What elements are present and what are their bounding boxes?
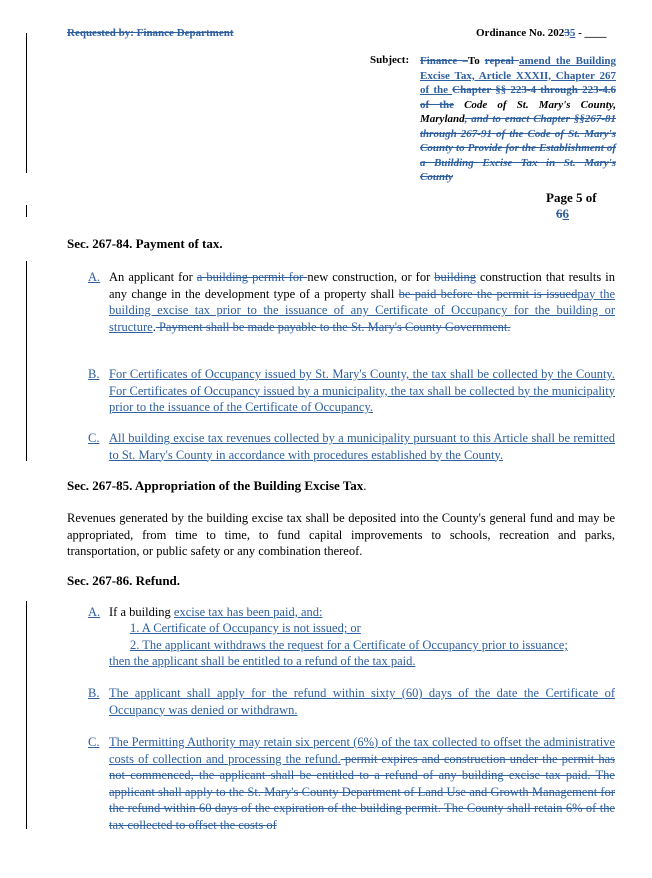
sec-86-heading: Sec. 267-86. Refund. [67,573,181,588]
sec-84-a-d3: be paid before the permit is issued [398,286,578,301]
sec-86-c-i1: The Permitting Authority may retain six percent (6%) of the tax collected to offset the administrative costs of collection and processing the refund. [109,735,615,766]
sec-84-b-text [109,366,615,416]
sec-86-a-label [88,604,100,621]
sec-86-a-sub1-text: 1. A Certificate of Occupancy is not issued; or [130,621,361,635]
sec-84-a-t2: new construction, or for [307,270,435,284]
ordinance-prefix: Ordinance No. 202 [476,27,565,39]
subject-inserted-amend: amend the Building Excise Tax, Article XXXII, Chapter 267 of the [420,55,616,96]
requested-by-text: Requested by: Finance Department [67,27,234,39]
page-total-deleted: 6 [556,206,563,221]
sec-84-a-label [88,269,100,286]
sec-84-c-label [88,430,99,447]
sec-84-a-label-text: A. [88,270,101,284]
revision-bar-1 [26,33,27,173]
sec-84-b-label-text: B. [88,367,100,381]
page-number [546,190,616,222]
sec-85-heading-period: . [363,478,367,493]
subject-dash: – [462,55,468,67]
sec-86-c-label [88,734,99,751]
sec-84-a-d2: building [434,270,476,284]
sec-84-b-text-content: For Certificates of Occupancy issued by St. Mary's County, the tax shall be collected by the County. For Certificates of Occupancy issued by a municipality, the tax shall be collected by the municipality prior to the issuance of the Certificate of Occupancy. [109,367,615,414]
subject-label: Subject: [370,54,410,66]
subject-deleted-finance: Finance [420,55,463,67]
sec-84-a-d1: a building permit for [196,270,308,284]
sec-86-c-label-text: C. [88,735,100,749]
sec-84-a-d4: Payment shall be made payable to the St. Mary's County Government. [155,319,511,334]
subject-body [420,54,616,185]
sec-86-b-label-text: B. [88,686,100,700]
subject-deleted-rest: , and to enact Chapter §§267-81 through 267-91 of the Code of St. Mary's County to Provide for the Establishment of a Building Excise Tax in St. Mary's County [420,113,616,183]
subject-to: To [467,55,485,67]
sec-84-heading: Sec. 267-84. Payment of tax. [67,236,223,251]
sec-86-a-sub2-text: 2. The applicant withdraws the request for a Certificate of Occupancy prior to issuance; [130,638,568,652]
ordinance-number [476,27,606,39]
sec-84-a-i1: pay the building excise tax prior to the issuance of any Certificate of Occupancy for the building or structure [109,286,615,334]
sec-84-b-label [88,366,99,383]
sec-86-a-i1: excise tax has been paid, and: [173,605,323,619]
sec-85-heading-text: Sec. 267-85. Appropriation of the Building Excise Tax [67,478,364,493]
revision-bar-2 [26,205,27,217]
sec-84-a-t3: construction that results in any change in the development type of a property shall [109,270,616,301]
sec-86-a-line1 [109,604,322,621]
sec-84-a-text [109,269,615,335]
sec-86-b-label [88,685,99,702]
sec-86-a-sub2 [130,637,568,654]
sec-84-c-text [109,430,615,463]
sec-86-a-label-text: A. [88,605,101,619]
sec-86-b-text-content: The applicant shall apply for the refund within sixty (60) days of the date the Certificate of Occupancy was denied or withdrawn. [109,686,615,717]
ordinance-deleted-digit: 3 [564,27,570,39]
subject-deleted-repeal: repeal [484,55,520,67]
sec-86-a-t1: If a building [109,605,174,619]
revision-bar-4 [26,601,27,829]
page-label: Page 5 of [546,190,597,205]
requested-by [67,27,234,39]
sec-86-a-sub2b [109,653,416,670]
sec-86-c-text [109,734,615,833]
sec-84-a-t4: . [152,319,156,334]
subject-code: Code of St. Mary's County, Maryland [420,98,616,125]
revision-bar-3 [26,261,27,461]
sec-86-a-sub1 [130,620,361,637]
sec-84-c-text-content: All building excise tax revenues collected by a municipality pursuant to this Article shall be remitted to St. Mary's County in accordance with procedures established by the County. [109,431,615,462]
sec-84-a-t1: An applicant for [109,270,197,284]
sec-85-heading [67,478,367,494]
page-total-inserted: 6 [562,206,569,221]
sec-86-a-sub2b-text: then the applicant shall be entitled to a refund of the tax paid. [109,654,416,668]
subject-deleted-chapter: Chapter §§ 223-4 through 223-4.6 of the [420,84,616,111]
sec-86-c-d1: permit expires and construction under the permit has not commenced, the applicant shall be entitled to a refund of any building excise tax paid. The applicant shall apply to the St. Mary's County Department of Land Use and Growth Management for the refund within 60 days of the expiration of the building permit. The County shall retain 6% of the tax collected to offset the costs of [109,751,615,832]
sec-85-body: Revenues generated by the building excise tax shall be deposited into the County's general fund and may be appropriated, from time to time, to fund capital improvements to schools, recreation and parks, transportation, or public safety or any combination thereof. [67,511,615,558]
ordinance-suffix: - ____ [575,27,607,39]
sec-84-c-label-text: C. [88,431,100,445]
sec-86-b-text [109,685,615,718]
ordinance-inserted-digit: 5 [569,27,576,39]
